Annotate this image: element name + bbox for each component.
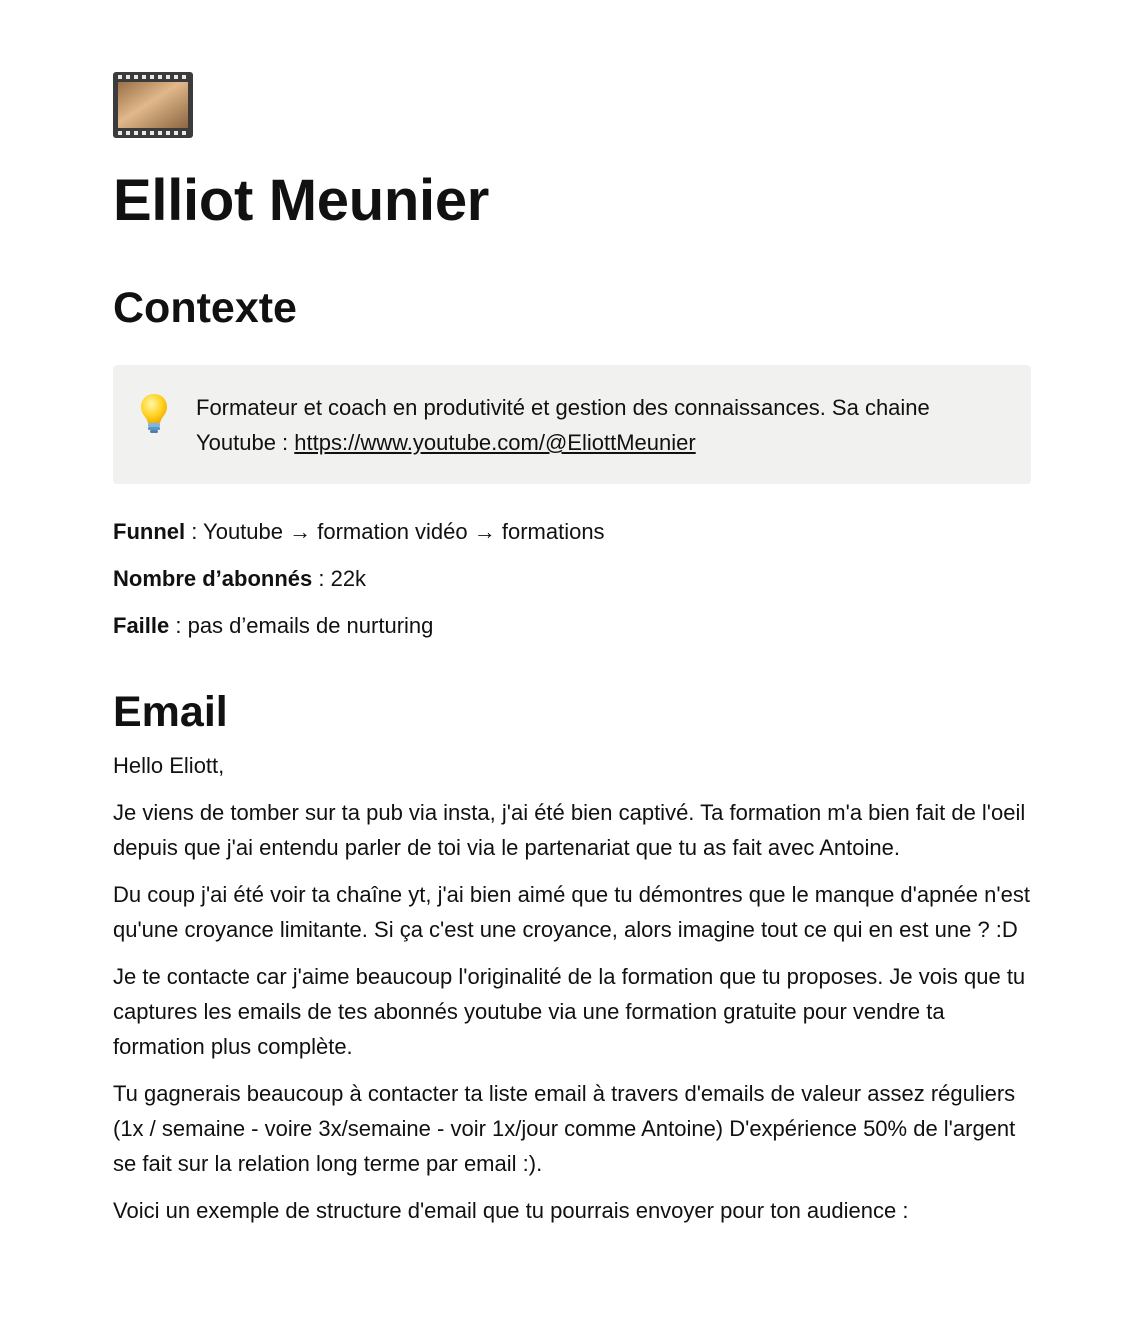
property-weakness xyxy=(113,608,1031,643)
email-paragraph: Hello Eliott, xyxy=(113,753,225,778)
property-label: Faille xyxy=(113,613,170,638)
email-paragraph: Je te contacte car j'aime beaucoup l'originalité de la formation que tu proposes. Je vois que tu captures les emails de tes abonnés youtube via une formation gratuite pour vendre ta formation plus complète. xyxy=(113,964,1026,1059)
property-value: : pas d’emails de nurturing xyxy=(169,613,434,638)
context-callout xyxy=(113,365,1031,484)
property-funnel xyxy=(113,514,1031,549)
email-body xyxy=(113,748,1031,1228)
property-label: Funnel xyxy=(113,519,186,544)
page-title: Elliot Meunier xyxy=(113,168,490,233)
property-value: : Youtube → formation vidéo → formations xyxy=(185,519,605,544)
email-heading: Email xyxy=(113,688,228,736)
email-paragraph: Tu gagnerais beaucoup à contacter ta liste email à travers d'emails de valeur assez réguliers (1x / semaine - voire 3x/semaine - voir 1x/jour comme Antoine) D'expérience 50% de l'argent se fait sur la relation long terme par email :). xyxy=(113,1081,1016,1176)
callout-description: Formateur et coach en produtivité et gestion des connaissances. Sa chaine Youtube : xyxy=(196,395,930,455)
email-paragraph: Voici un exemple de structure d'email que tu pourrais envoyer pour ton audience : xyxy=(113,1198,909,1223)
context-heading: Contexte xyxy=(113,284,297,332)
email-paragraph: Je viens de tomber sur ta pub via insta, j'ai été bien captivé. Ta formation m'a bien fait de l'oeil depuis que j'ai entendu parler de toi via le partenariat que tu as fait avec Antoine. xyxy=(113,800,1026,860)
property-subscribers xyxy=(113,561,1031,596)
callout-text xyxy=(196,390,1001,460)
youtube-channel-link[interactable]: https://www.youtube.com/@EliottMeunier xyxy=(294,430,696,455)
email-paragraph: Du coup j'ai été voir ta chaîne yt, j'ai bien aimé que tu démontres que le manque d'apnée n'est qu'une croyance limitante. Si ça c'est une croyance, alors imagine tout ce qui en est une ? :D xyxy=(113,882,1030,942)
context-properties xyxy=(113,514,1031,643)
property-value: : 22k xyxy=(312,566,367,591)
light-bulb-icon xyxy=(139,392,169,436)
film-strip-icon xyxy=(113,72,193,138)
document-page xyxy=(113,0,1031,1228)
property-label: Nombre d’abonnés xyxy=(113,566,313,591)
